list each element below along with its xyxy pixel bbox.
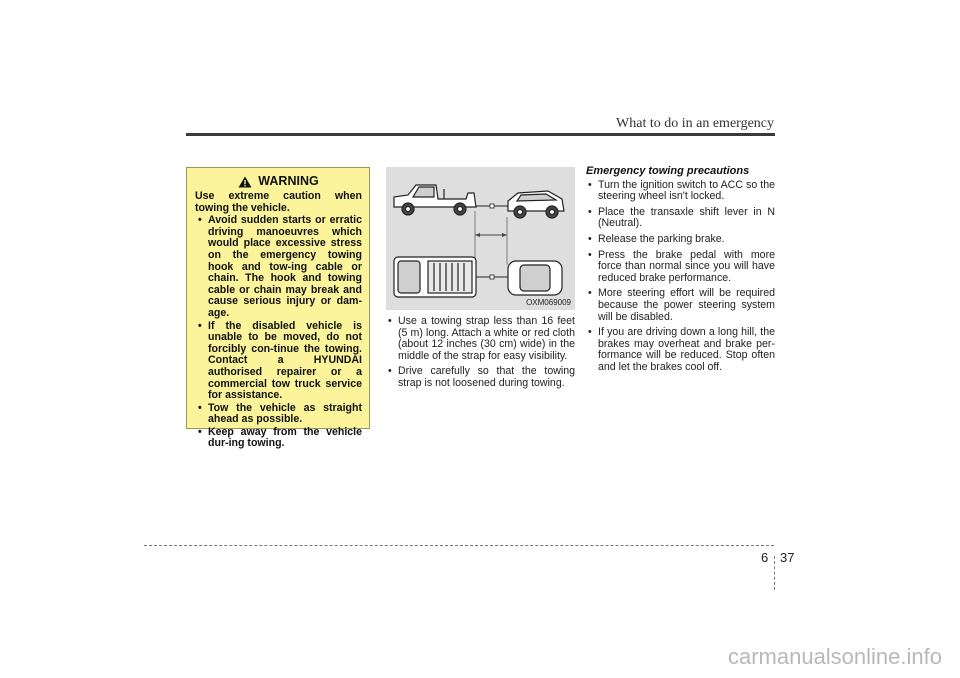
warning-list — [195, 215, 362, 450]
towed-suv-top-icon — [508, 261, 562, 295]
precautions-section — [586, 166, 775, 378]
warning-box — [186, 167, 370, 450]
list-item: • Use a towing strap less than 16 feet (5 m) long. Attach a white or red cloth (about 12 inches (30 cm) wide) in the middle of the strap for easy visibility. — [386, 316, 575, 362]
tow-truck-top-icon — [394, 257, 476, 297]
towing-strap-list — [386, 316, 575, 394]
chapter-number: 6 — [761, 550, 769, 565]
list-item: • Turn the ignition switch to ACC so the steering wheel isn't locked. — [586, 180, 775, 203]
list-item: • Release the parking brake. — [586, 234, 775, 246]
list-item: • Drive carefully so that the towing strap is not loosened during towing. — [386, 366, 575, 389]
watermark: carmanualsonline.info — [727, 644, 942, 669]
warning-title: WARNING — [258, 174, 319, 189]
list-item: • Press the brake pedal with more force than normal since you will have reduced brake performance. — [586, 250, 775, 285]
warning-header — [195, 176, 362, 188]
section-title: What to do in an emergency — [616, 116, 774, 131]
list-item: • Place the transaxle shift lever in N (Neutral). — [586, 207, 775, 230]
towed-suv-side-icon — [508, 191, 564, 218]
warning-triangle-icon — [238, 176, 252, 188]
warning-intro: Use extreme caution when towing the vehicle. — [195, 190, 362, 214]
tow-truck-side-icon — [394, 185, 476, 215]
precautions-list — [586, 180, 775, 374]
towing-illustration — [386, 167, 575, 310]
warning-item: • Avoid sudden starts or erratic driving manoeuvres which would place excessive stress on the emergency towing hook and tow-ing cable or chain. The hook and towing cable or chain may break and cause serious injury or dam-age. — [195, 215, 362, 319]
footer-rule — [144, 545, 774, 546]
page-number: 37 — [780, 550, 795, 565]
warning-item: • Tow the vehicle as straight ahead as possible. — [195, 403, 362, 426]
warning-item: • Keep away from the vehicle dur-ing towing. — [195, 427, 362, 450]
illustration-code: OXM069009 — [526, 298, 571, 307]
list-item: • More steering effort will be required because the power steering system will be disabled. — [586, 288, 775, 323]
header-rule — [186, 133, 775, 136]
towing-diagram — [386, 167, 575, 310]
list-item: • If you are driving down a long hill, the brakes may overheat and brake per-formance will be reduced. Stop often and let the brakes cool off. — [586, 327, 775, 373]
warning-item: • If the disabled vehicle is unable to be moved, do not forcibly con-tinue the towing. Contact a HYUNDAI authorised repairer or a commercial tow truck service for assistance. — [195, 321, 362, 402]
precautions-heading: Emergency towing precautions — [586, 165, 750, 177]
footer-page-divider — [774, 556, 775, 590]
